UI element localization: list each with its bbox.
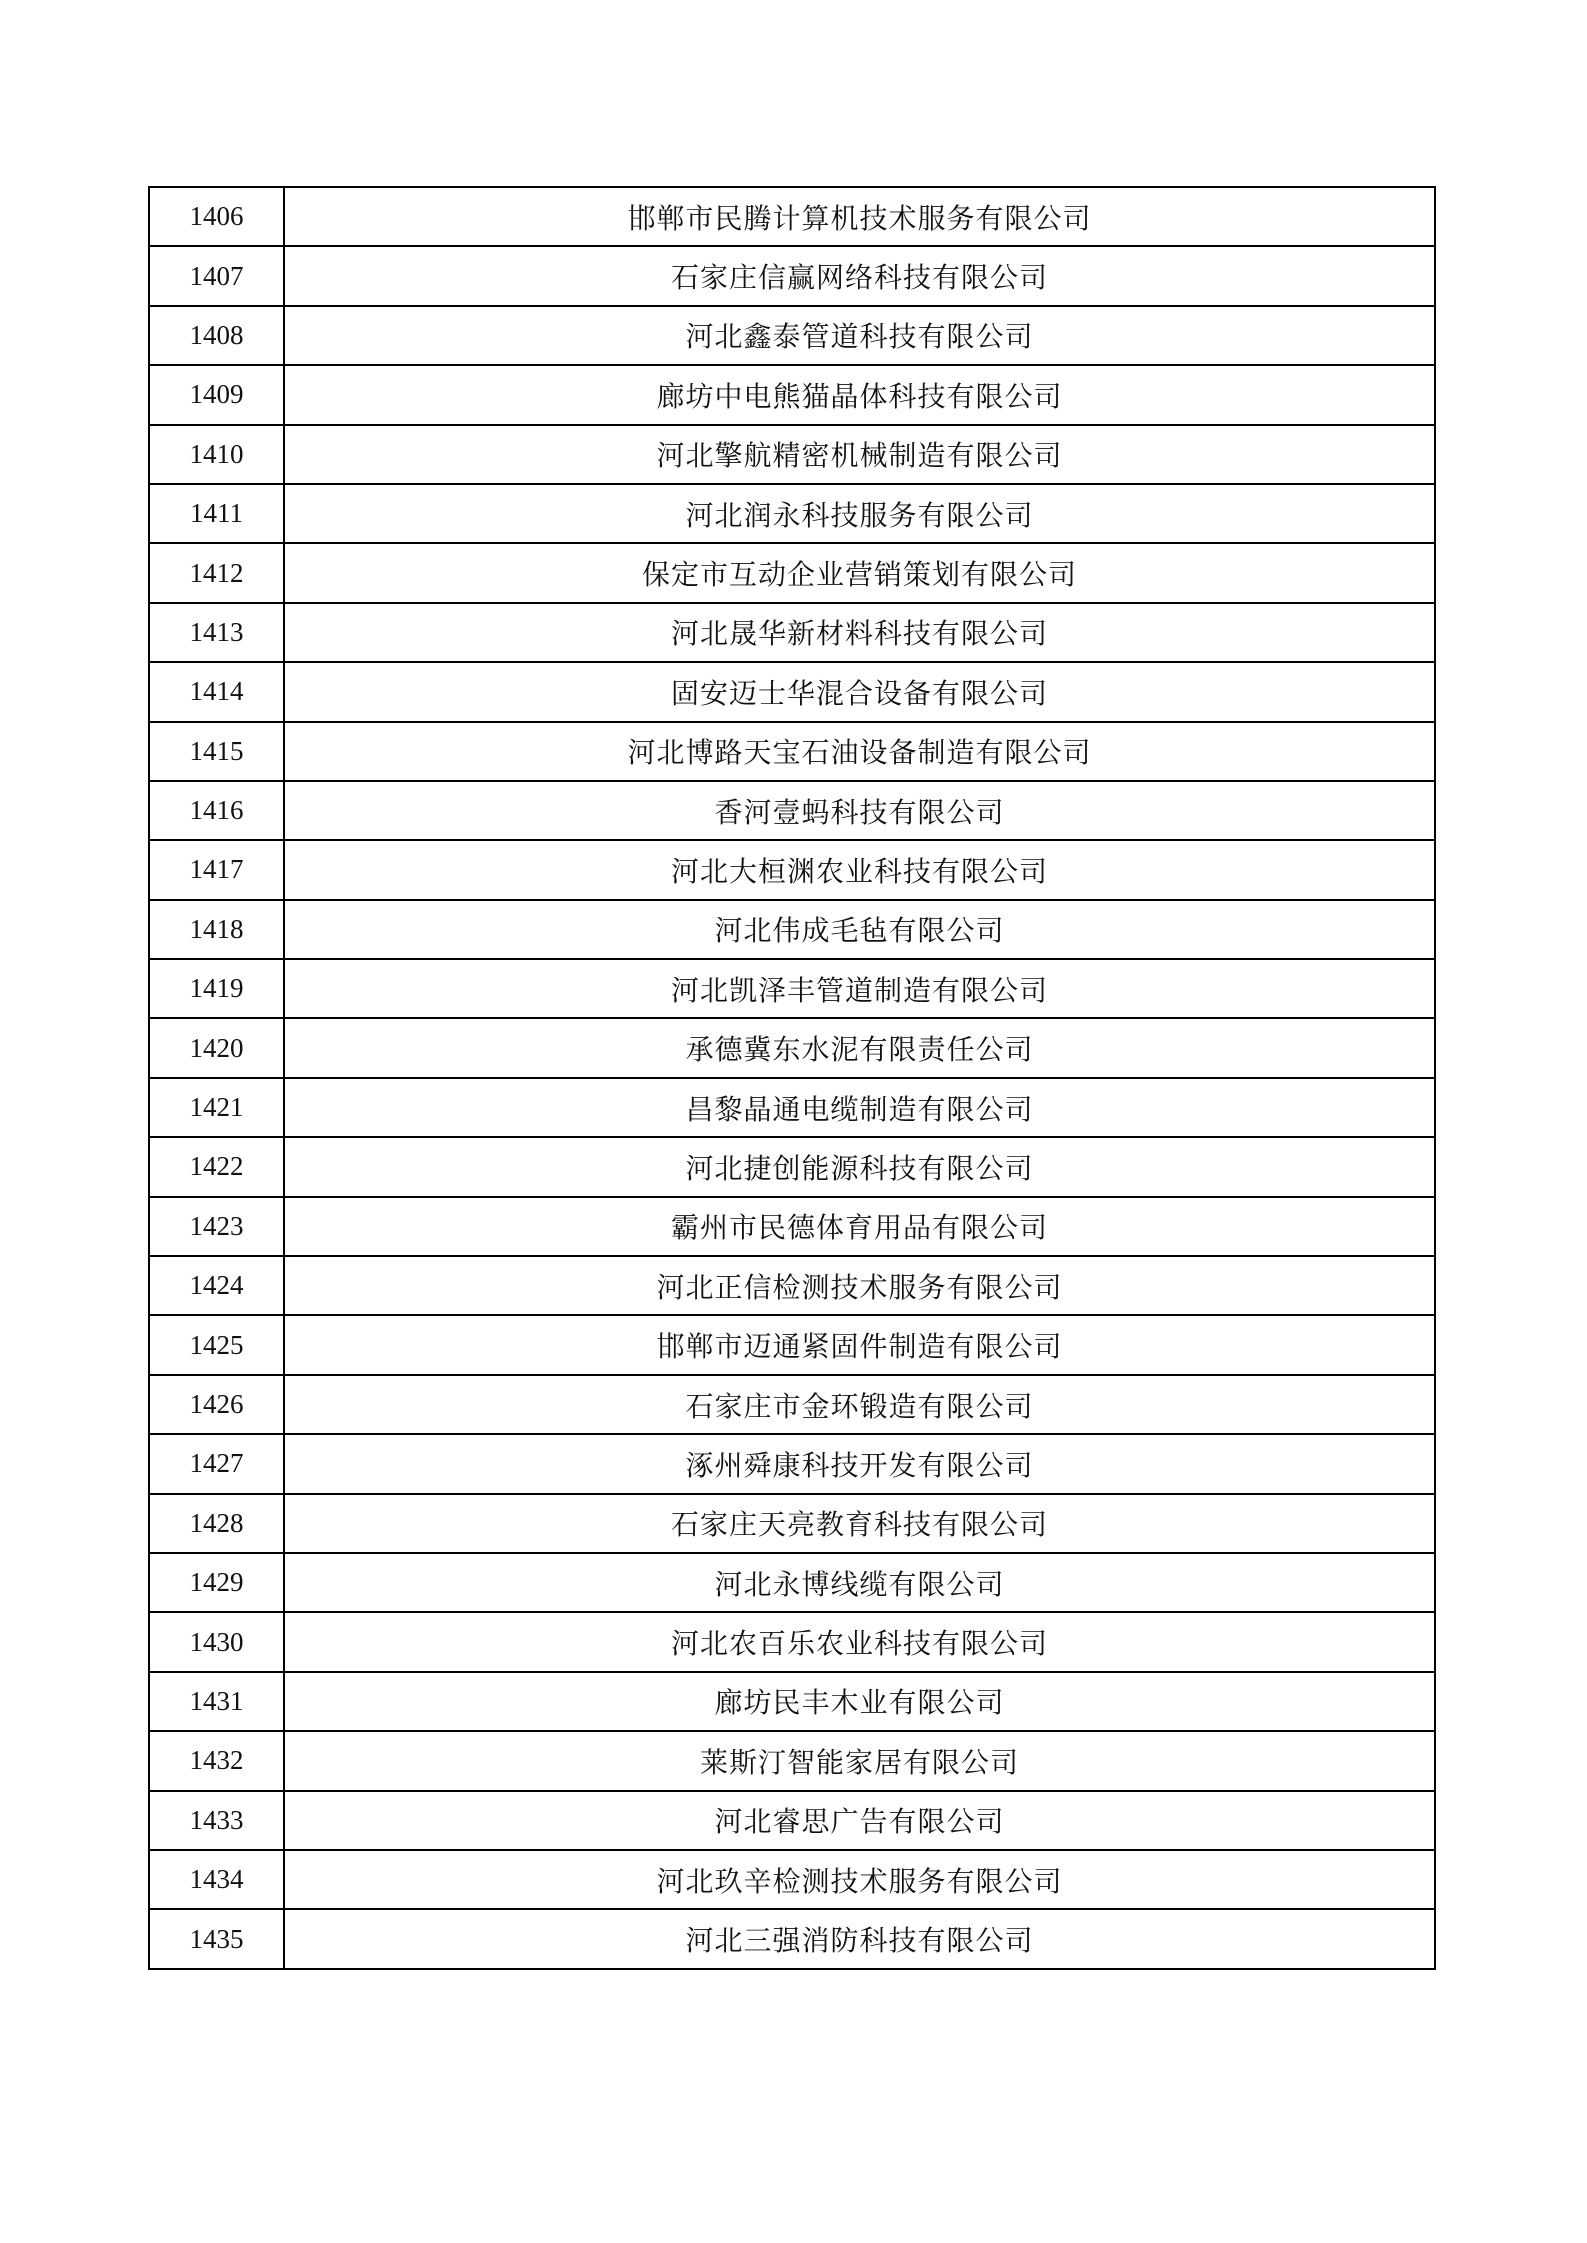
- company-name: 邯郸市迈通紧固件制造有限公司: [284, 1315, 1435, 1374]
- row-number: 1418: [149, 900, 284, 959]
- row-number: 1422: [149, 1137, 284, 1196]
- row-number: 1429: [149, 1553, 284, 1612]
- table-row: [149, 1791, 1435, 1850]
- company-name: 河北捷创能源科技有限公司: [284, 1137, 1435, 1196]
- row-number: 1414: [149, 662, 284, 721]
- company-name: 石家庄市金环锻造有限公司: [284, 1375, 1435, 1434]
- row-number: 1417: [149, 840, 284, 899]
- row-number: 1425: [149, 1315, 284, 1374]
- company-name: 河北永博线缆有限公司: [284, 1553, 1435, 1612]
- table-row: [149, 959, 1435, 1018]
- table-row: [149, 1078, 1435, 1137]
- table-row: [149, 425, 1435, 484]
- company-name: 廊坊中电熊猫晶体科技有限公司: [284, 365, 1435, 424]
- company-name: 河北博路天宝石油设备制造有限公司: [284, 722, 1435, 781]
- table-row: [149, 1494, 1435, 1553]
- row-number: 1433: [149, 1791, 284, 1850]
- company-name: 香河壹蚂科技有限公司: [284, 781, 1435, 840]
- company-name: 河北大桓渊农业科技有限公司: [284, 840, 1435, 899]
- row-number: 1428: [149, 1494, 284, 1553]
- company-name: 河北农百乐农业科技有限公司: [284, 1612, 1435, 1671]
- row-number: 1435: [149, 1909, 284, 1968]
- company-name: 河北睿思广告有限公司: [284, 1791, 1435, 1850]
- table-row: [149, 781, 1435, 840]
- row-number: 1409: [149, 365, 284, 424]
- table-row: [149, 1256, 1435, 1315]
- company-name: 固安迈士华混合设备有限公司: [284, 662, 1435, 721]
- row-number: 1406: [149, 187, 284, 246]
- row-number: 1412: [149, 543, 284, 602]
- table-row: [149, 187, 1435, 246]
- table-row: [149, 1197, 1435, 1256]
- row-number: 1407: [149, 246, 284, 305]
- company-name: 石家庄天亮教育科技有限公司: [284, 1494, 1435, 1553]
- table-row: [149, 1018, 1435, 1077]
- row-number: 1432: [149, 1731, 284, 1790]
- row-number: 1411: [149, 484, 284, 543]
- row-number: 1416: [149, 781, 284, 840]
- table-row: [149, 1434, 1435, 1493]
- company-name: 河北玖辛检测技术服务有限公司: [284, 1850, 1435, 1909]
- row-number: 1423: [149, 1197, 284, 1256]
- company-name: 河北三强消防科技有限公司: [284, 1909, 1435, 1968]
- table-row: [149, 603, 1435, 662]
- table-row: [149, 246, 1435, 305]
- row-number: 1420: [149, 1018, 284, 1077]
- row-number: 1434: [149, 1850, 284, 1909]
- company-name: 莱斯汀智能家居有限公司: [284, 1731, 1435, 1790]
- company-name: 河北鑫泰管道科技有限公司: [284, 306, 1435, 365]
- table-row: [149, 1612, 1435, 1671]
- table-row: [149, 1137, 1435, 1196]
- row-number: 1419: [149, 959, 284, 1018]
- table-row: [149, 1375, 1435, 1434]
- company-name: 河北伟成毛毡有限公司: [284, 900, 1435, 959]
- row-number: 1413: [149, 603, 284, 662]
- table-row: [149, 1315, 1435, 1374]
- table-row: [149, 1850, 1435, 1909]
- row-number: 1424: [149, 1256, 284, 1315]
- table-row: [149, 1553, 1435, 1612]
- table-row: [149, 1672, 1435, 1731]
- company-name: 承德冀东水泥有限责任公司: [284, 1018, 1435, 1077]
- table-row: [149, 662, 1435, 721]
- table-row: [149, 840, 1435, 899]
- company-name: 石家庄信赢网络科技有限公司: [284, 246, 1435, 305]
- company-name: 河北润永科技服务有限公司: [284, 484, 1435, 543]
- table-row: [149, 365, 1435, 424]
- company-name: 河北擎航精密机械制造有限公司: [284, 425, 1435, 484]
- company-name: 涿州舜康科技开发有限公司: [284, 1434, 1435, 1493]
- row-number: 1415: [149, 722, 284, 781]
- row-number: 1427: [149, 1434, 284, 1493]
- company-name: 昌黎晶通电缆制造有限公司: [284, 1078, 1435, 1137]
- table-row: [149, 722, 1435, 781]
- row-number: 1431: [149, 1672, 284, 1731]
- company-list-table: [148, 186, 1436, 1970]
- company-name: 邯郸市民腾计算机技术服务有限公司: [284, 187, 1435, 246]
- company-name: 河北凯泽丰管道制造有限公司: [284, 959, 1435, 1018]
- table-row: [149, 484, 1435, 543]
- row-number: 1430: [149, 1612, 284, 1671]
- row-number: 1426: [149, 1375, 284, 1434]
- table-row: [149, 900, 1435, 959]
- row-number: 1410: [149, 425, 284, 484]
- table-row: [149, 1731, 1435, 1790]
- company-name: 河北正信检测技术服务有限公司: [284, 1256, 1435, 1315]
- table-row: [149, 543, 1435, 602]
- table-row: [149, 306, 1435, 365]
- row-number: 1408: [149, 306, 284, 365]
- table-row: [149, 1909, 1435, 1968]
- company-name: 霸州市民德体育用品有限公司: [284, 1197, 1435, 1256]
- company-name: 保定市互动企业营销策划有限公司: [284, 543, 1435, 602]
- company-name: 河北晟华新材料科技有限公司: [284, 603, 1435, 662]
- row-number: 1421: [149, 1078, 284, 1137]
- company-name: 廊坊民丰木业有限公司: [284, 1672, 1435, 1731]
